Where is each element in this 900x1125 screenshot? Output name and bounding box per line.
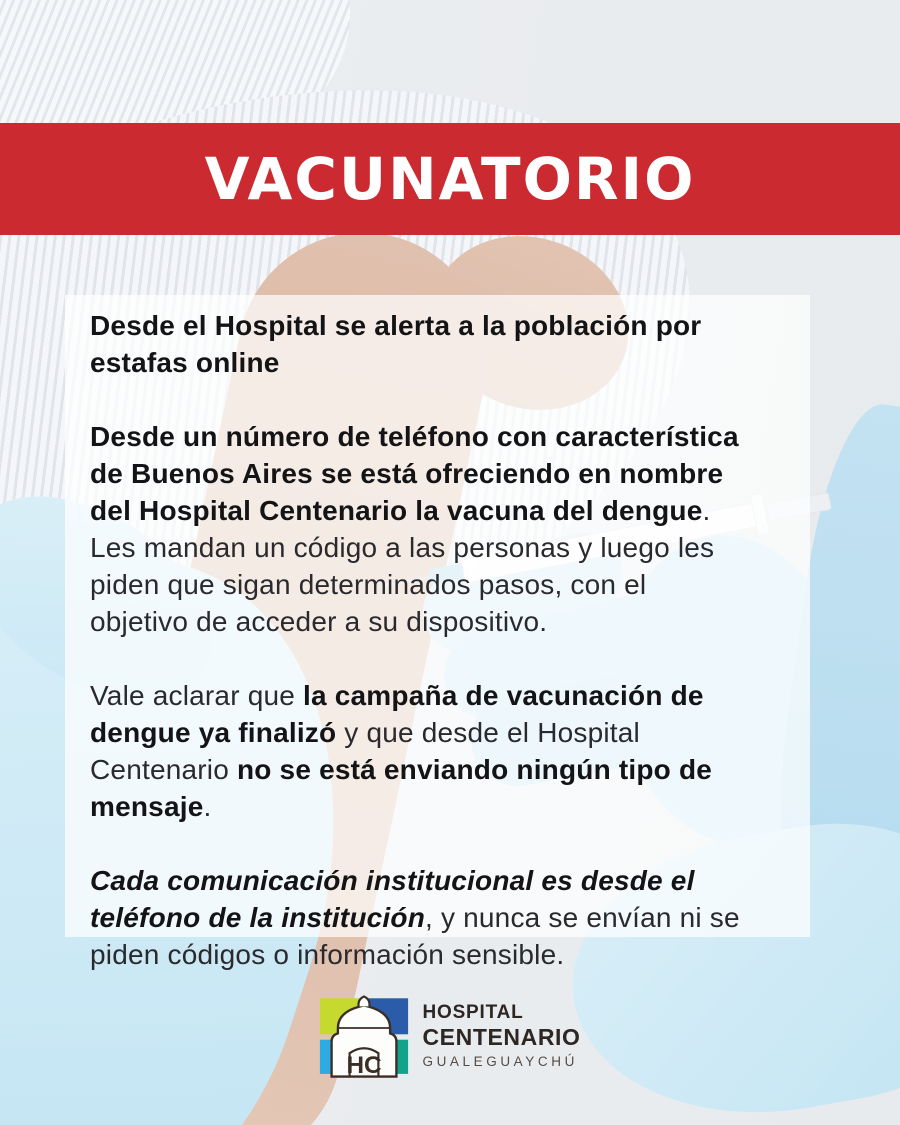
alert-paragraphs <box>90 418 752 973</box>
hospital-city: GUALEGUAYCHÚ <box>422 1054 578 1069</box>
hospital-logo <box>0 993 900 1081</box>
text-segment: Vale aclarar que <box>90 680 304 711</box>
hospital-logo-text <box>422 1001 580 1073</box>
text-segment: no se está enviando ningún tipo de mensaje <box>90 754 713 822</box>
text-segment: , y nunca se envían ni se piden códigos o información sensible. <box>90 902 740 970</box>
alert-card <box>65 295 810 970</box>
hc-monogram: HC <box>346 1052 383 1079</box>
alert-paragraph <box>90 862 752 973</box>
text-segment: Desde un número de teléfono con característica de Buenos Aires se está ofreciendo en nombre del Hospital Centenario la vacuna del dengue <box>90 421 739 526</box>
text-segment: la campaña de vacunación de dengue ya finalizó <box>90 680 704 748</box>
alert-paragraph <box>90 418 752 640</box>
text-segment: y que desde el Hospital Centenario <box>90 717 640 785</box>
hospital-name-line2: CENTENARIO <box>422 1024 581 1050</box>
alert-paragraph <box>90 677 752 825</box>
text-segment: . <box>203 791 212 822</box>
alert-text <box>65 295 810 973</box>
hc-emblem-icon <box>319 993 409 1081</box>
title-banner <box>0 123 900 235</box>
hospital-name-line1: HOSPITAL <box>422 1002 524 1023</box>
poster-title: VACUNATORIO <box>204 145 696 213</box>
text-segment: Cada comunicación institucional es desde el teléfono de la institución <box>90 865 695 933</box>
text-segment: . Les mandan un código a las personas y luego les piden que sigan determinados pasos, con el objetivo de acceder a su dispositivo. <box>90 495 715 637</box>
alert-heading: Desde el Hospital se alerta a la población por estafas online <box>90 310 702 378</box>
